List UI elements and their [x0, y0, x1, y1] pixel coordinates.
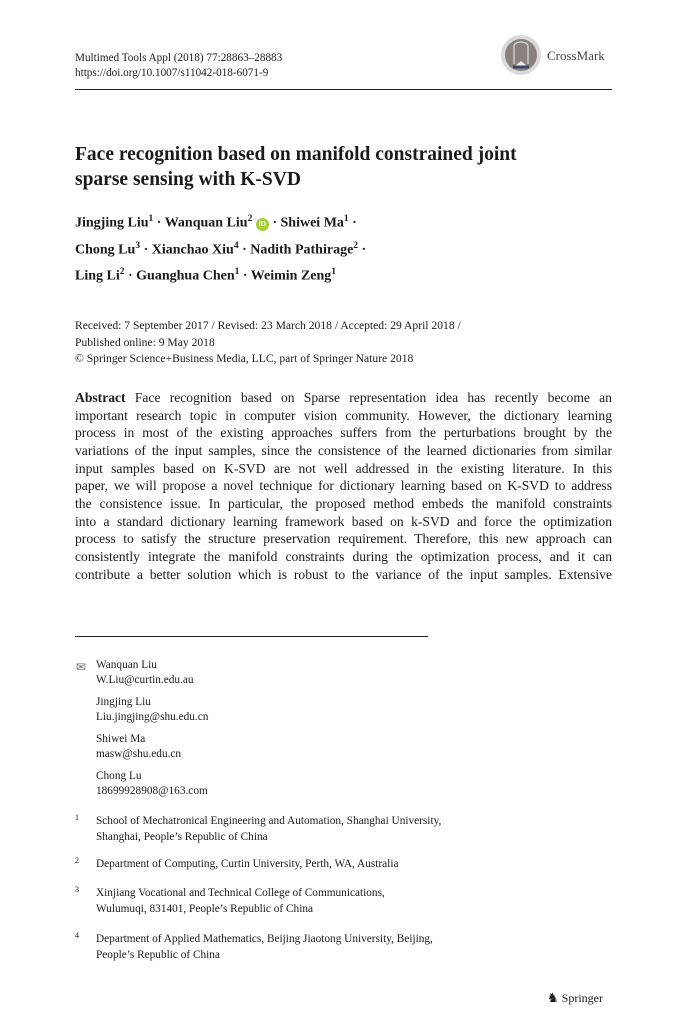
- contact-name: Jingjing Liu: [96, 696, 151, 708]
- affiliation: [75, 814, 441, 845]
- contact-entry: [96, 658, 208, 688]
- author-affiliation-number: 1: [234, 267, 240, 278]
- affiliation: [75, 857, 398, 873]
- abstract-text: process in most of the existing approaches suffers from the perturbations brought by the: [75, 425, 612, 441]
- crossmark-icon: [500, 34, 542, 76]
- footnote-rule: [75, 636, 428, 637]
- springer-horse-icon: ♞: [547, 990, 559, 1005]
- affiliation-line: Department of Applied Mathematics, Beijing Jiaotong University, Beijing,: [96, 933, 433, 945]
- springer-logo: [547, 990, 603, 1006]
- contact-email[interactable]: Liu.jingjing@shu.edu.cn: [96, 711, 209, 723]
- abstract-text: process to satisfy the structure preservation requirement. Therefore, this new approach can: [75, 531, 612, 547]
- contact-entry: [96, 695, 208, 725]
- abstract-text: variations of the input samples, since the consistence of the learned dictionaries from similar: [75, 442, 612, 458]
- abstract-line: [75, 530, 612, 548]
- author-affiliation-number: 3: [135, 240, 141, 251]
- abstract-text: paper, we will propose a novel technique for dictionary learning based on K-SVD to address: [75, 478, 612, 494]
- author-affiliation-number: 4: [233, 240, 239, 251]
- abstract-text: important research topic in computer vision community. However, the dictionary learning: [75, 407, 612, 423]
- author-line: Chong $Lu^3$ · Xianchao Xiu$^4$ · Nadith Pathirage$^2$ ·: [75, 240, 367, 258]
- abstract-line: [75, 548, 612, 566]
- affiliation-number: 2: [75, 856, 79, 865]
- affiliation-line: Shanghai, People’s Republic of China: [96, 830, 268, 843]
- author-affiliation-number: 1: [331, 267, 337, 278]
- abstract-text: Face recognition based on Sparse representation idea has recently become an: [134, 390, 612, 405]
- published-date: Published online: 9 May 2018: [75, 335, 215, 349]
- header-rule: [75, 89, 612, 90]
- contact-entry: [96, 769, 208, 799]
- affiliation-line: People’s Republic of China: [96, 948, 220, 961]
- orcid-icon[interactable]: iD: [256, 218, 269, 231]
- abstract-text: contribute a better solution which is robust to the variance of the input samples. Extensive: [75, 566, 612, 582]
- publisher-name: Springer: [561, 991, 603, 1005]
- abstract-text: into a standard dictionary learning framework based on k-SVD and force the optimization: [75, 513, 612, 529]
- author-list: [75, 208, 366, 288]
- affiliation-line: School of Mechatronical Engineering and Automation, Shanghai University,: [96, 815, 442, 827]
- abstract-text: consistently integrate the manifold constraints during the optimization process, and it can: [75, 548, 612, 564]
- crossmark-label: CrossMark: [547, 48, 605, 63]
- abstract-text: the consistence issue. In particular, the proposed method embeds the manifold constraints: [75, 495, 612, 511]
- corresponding-contacts: [96, 658, 208, 806]
- author-affiliation-number: 2: [247, 214, 253, 224]
- affiliation-line: Department of Computing, Curtin University, Perth, WA, Australia: [96, 858, 399, 870]
- abstract-line: [75, 389, 612, 407]
- affiliation-number: 4: [75, 931, 79, 940]
- abstract-line: [75, 442, 612, 460]
- abstract-line: [75, 460, 612, 478]
- paper-title: [75, 143, 517, 192]
- contact-name: Chong Lu: [96, 770, 142, 782]
- abstract-line: [75, 477, 612, 495]
- abstract-line: [75, 407, 612, 425]
- abstract-line: [75, 495, 612, 513]
- affiliation-line: Wulumuqi, 831401, People’s Republic of China: [96, 902, 313, 915]
- abstract-line: [75, 424, 612, 442]
- affiliation-line: Xinjiang Vocational and Technical College of Communications,: [96, 887, 385, 899]
- author-affiliation-number: 2: [119, 267, 125, 278]
- envelope-icon: ✉: [76, 660, 87, 674]
- author-affiliation-number: 1: [343, 214, 349, 224]
- copyright: © Springer Science+Business Media, LLC, part of Springer Nature 2018: [75, 352, 414, 365]
- journal-citation: Multimed Tools Appl (2018) 77:28863–28883: [75, 52, 283, 64]
- received-dates: Received: 7 September 2017 / Revised: 23 March 2018 / Accepted: 29 April 2018 /: [75, 319, 461, 332]
- author-name: Guanghua Chen: [136, 268, 235, 284]
- abstract-line: [75, 513, 612, 531]
- author-line: Jingjing Liu$^1$ · Wanquan Liu$^2$ iD · Shiwei $Ma^1$ ·: [75, 214, 357, 231]
- author-name: Shiwei Ma: [280, 215, 344, 231]
- abstract: [75, 389, 612, 583]
- author-name: Weimin Zeng: [250, 268, 332, 284]
- doi-link[interactable]: https://doi.org/10.1007/s11042-018-6071-9: [75, 67, 269, 79]
- author-name: Chong Lu: [75, 242, 136, 258]
- author-name: Ling Li: [75, 268, 120, 284]
- affiliation-number: 1: [75, 813, 79, 822]
- affiliation-number: 3: [75, 885, 79, 894]
- author-name: Jingjing Liu: [75, 215, 149, 231]
- abstract-text: input samples based on K-SVD are not well addressed in the existing literature. In this: [75, 460, 612, 476]
- contact-email[interactable]: masw@shu.edu.cn: [96, 748, 182, 760]
- contact-entry: [96, 732, 208, 762]
- affiliation: [75, 886, 385, 917]
- title-line: Face recognition based on manifold constrained joint: [75, 144, 517, 165]
- contact-name: Wanquan Liu: [96, 659, 157, 671]
- affiliation: [75, 932, 433, 963]
- contact-email[interactable]: W.Liu@curtin.edu.au: [96, 674, 194, 686]
- author-line: Ling $Li^2$ · Guanghua Chen$^1$ · Weimin Zeng$^1$: [75, 267, 337, 284]
- abstract-label: Abstract: [75, 390, 126, 405]
- publication-dates: [75, 318, 461, 368]
- author-name: Wanquan Liu: [164, 215, 248, 231]
- title-line: sparse sensing with K-SVD: [75, 168, 301, 190]
- author-name: Nadith Pathirage: [250, 242, 354, 258]
- author-affiliation-number: 2: [353, 240, 359, 251]
- author-affiliation-number: 1: [148, 214, 154, 224]
- contact-name: Shiwei Ma: [96, 733, 146, 745]
- abstract-line: [75, 566, 612, 584]
- author-name: Xianchao Xiu: [151, 242, 234, 258]
- contact-email[interactable]: 18699928908@163.com: [96, 785, 208, 797]
